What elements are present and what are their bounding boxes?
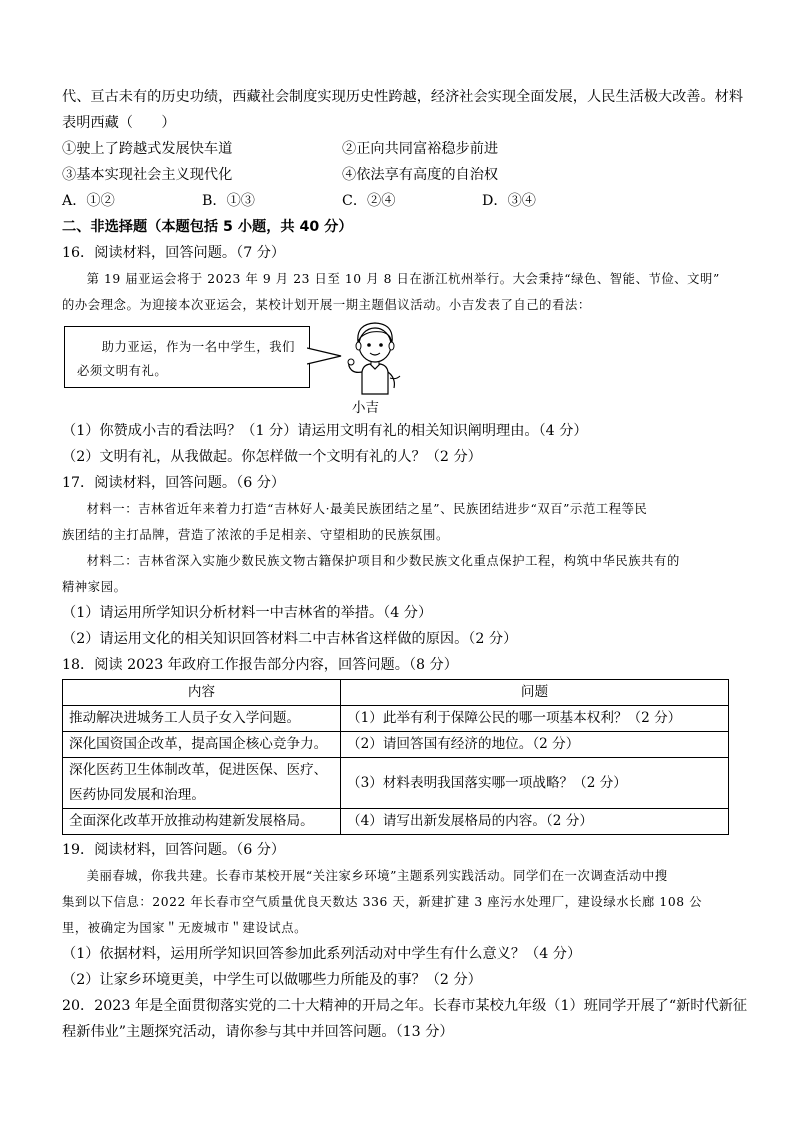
q17-title: 17．阅读材料，回答问题。（6 分） [62,475,286,491]
q15-options-row2 [62,162,732,188]
q19-sub1: （1）依据材料，运用所学知识回答参加此系列活动对中学生有什么意义？（4 分） [62,946,582,962]
table-cell-question: （2）请回答国有经济的地位。（2 分） [341,732,729,758]
q15-option-2: ②正向共同富裕稳步前进 [342,141,499,157]
character-name: 小吉 [352,400,379,416]
table-header-row [63,680,729,706]
q15-option-1: ①驶上了跨越式发展快车道 [62,141,233,157]
q20-line2: 程新伟业”主题探究活动，请你参与其中并回答问题。（13 分） [62,1024,454,1040]
speech-bubble-tail [307,346,343,368]
exam-page [62,84,748,1045]
table-cell-content-line2: 医药协同发展和治理。 [69,787,205,803]
q15-options-row1 [62,136,732,162]
table-cell-question: （1）此举有利于保障公民的哪一项基本权利？（2 分） [341,706,729,732]
q17-material1-line1: 材料一：吉林省近年来着力打造“吉林好人·最美民族团结之星”、民族团结进步“双百”示范工程等民 [86,502,648,516]
table-row [63,758,729,809]
q15-choices [62,188,732,214]
q19-sub2: （2）让家乡环境更美，中学生可以做哪些力所能及的事？（2 分） [62,972,482,988]
table-row [63,706,729,732]
q16-material-line2: 的办会理念。为迎接本次亚运会，某校计划开展一期主题倡议活动。小吉发表了自己的看法： [62,298,591,312]
q18-table [62,679,729,835]
table-cell-question: （4）请写出新发展格局的内容。（2 分） [341,809,729,835]
q16-sub2: （2）文明有礼，从我做起。你怎样做一个文明有礼的人？（2 分） [62,449,482,465]
q19-title: 19．阅读材料，回答问题。（6 分） [62,842,286,858]
q18-title: 18．阅读 2023 年政府工作报告部分内容，回答问题。（8 分） [62,657,458,673]
q19-material-line3: 里，被确定为国家＂无废城市＂建设试点。 [62,921,308,935]
section2-title: 二、非选择题（本题包括 5 小题，共 40 分） [62,219,353,235]
table-cell-content [63,758,341,809]
q17-sub2: （2）请运用文化的相关知识回答材料二中吉林省这样做的原因。（2 分） [62,631,518,647]
q19-material-line2: 集到以下信息：2022 年长春市空气质量优良天数达 336 天，新建扩建 3 座污水处理厂，建设绿水长廊 108 公 [62,895,703,909]
table-header-question: 问题 [341,680,729,706]
table-cell-content: 全面深化改革开放推动构建新发展格局。 [63,809,341,835]
q17-material2-line2: 精神家园。 [62,580,127,594]
table-header-content: 内容 [63,680,341,706]
q17-material1-line2: 族团结的主打品牌，营造了浓浓的手足相亲、守望相助的民族氛围。 [62,528,449,542]
q16-title: 16．阅读材料，回答问题。（7 分） [62,245,286,261]
speech-bubble-text: 助力亚运，作为一名中学生，我们必须文明有礼。 [77,340,296,378]
q15-option-4: ④依法享有高度的自治权 [342,167,499,183]
q16-illustration [62,318,732,418]
student-character-icon [340,318,410,398]
table-row [63,732,729,758]
table-cell-content-line1: 深化医药卫生体制改革，促进医保、医疗、 [69,762,328,778]
speech-bubble [64,326,310,388]
table-row [63,809,729,835]
table-cell-content: 深化国资国企改革，提高国企核心竞争力。 [63,732,341,758]
q15-option-3: ③基本实现社会主义现代化 [62,167,233,183]
q15-choice-d: D．③④ [482,193,536,209]
q17-sub1: （1）请运用所学知识分析材料一中吉林省的举措。（4 分） [62,605,433,621]
q15-stem-line1: 代、亘古未有的历史功绩，西藏社会制度实现历史性跨越，经济社会实现全面发展，人民生活极大改善。材料 [62,89,744,105]
q15-choice-c: C．②④ [342,193,396,209]
q17-material2-line1: 材料二：吉林省深入实施少数民族文物古籍保护项目和少数民族文化重点保护工程，构筑中华民族共有的 [86,554,680,568]
table-cell-content: 推动解决进城务工人员子女入学问题。 [63,706,341,732]
q15-stem-line2: 表明西藏（ ） [62,115,176,131]
q16-material-line1: 第 19 届亚运会将于 2023 年 9 月 23 日至 10 月 8 日在浙江杭州举行。大会秉持“绿色、智能、节俭、文明” [86,272,720,286]
q15-choice-b: B．①③ [202,193,255,209]
q16-sub1: （1）你赞成小吉的看法吗？（1 分）请运用文明有礼的相关知识阐明理由。（4 分） [62,423,588,439]
table-cell-question: （3）材料表明我国落实哪一项战略？（2 分） [341,758,729,809]
q19-material-line1: 美丽春城，你我共建。长春市某校开展“关注家乡环境”主题系列实践活动。同学们在一次调查活动中搜 [86,869,668,883]
q20-line1: 20．2023 年是全面贯彻落实党的二十大精神的开局之年。长春市某校九年级（1）班同学开展了“新时代新征 [62,998,748,1014]
q15-choice-a: A．①② [62,193,115,209]
